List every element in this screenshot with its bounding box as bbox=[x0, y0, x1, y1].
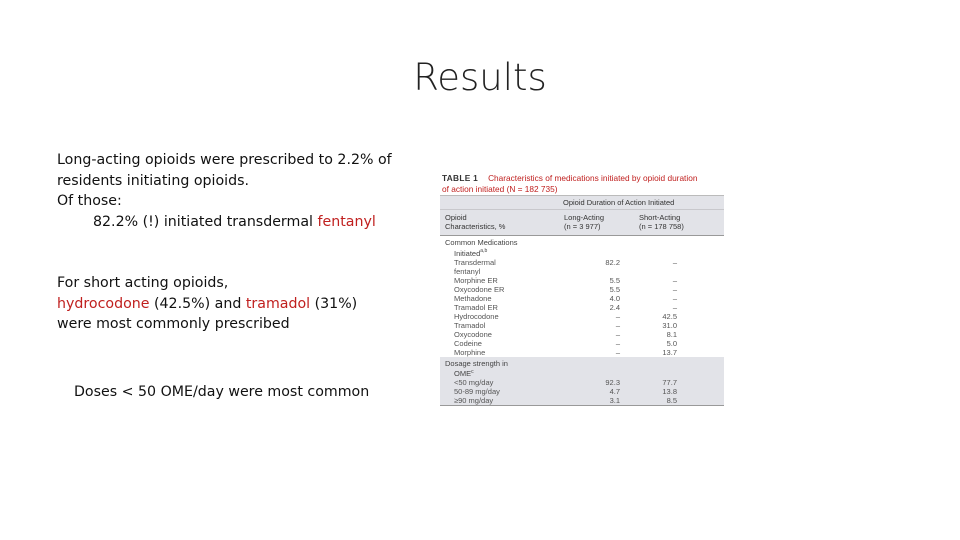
para1-line3: Of those: bbox=[57, 193, 122, 209]
long-acting-value: 4.7 bbox=[609, 387, 620, 396]
section-dosage-strength: Dosage strength in OME$^c$ bbox=[440, 357, 724, 379]
para2-line1: For short acting opioids, bbox=[57, 275, 229, 291]
table-row bbox=[440, 348, 724, 357]
tramadol-highlight: tramadol bbox=[245, 295, 311, 312]
para3: Doses < 50 OME/day were most common bbox=[74, 383, 370, 400]
table-row bbox=[440, 339, 724, 348]
row-label: ≥90 mg/day bbox=[454, 396, 494, 405]
para2-mid-text: (42.5%) and bbox=[149, 295, 246, 312]
table-group-header: Opioid Duration of Action Initiated bbox=[440, 195, 724, 209]
short-acting-value: – bbox=[672, 275, 677, 285]
table-caption-line1: Characteristics of medications initiated by opioid duration bbox=[488, 173, 698, 183]
long-acting-value: – bbox=[615, 329, 620, 339]
table-row bbox=[440, 312, 724, 321]
table-column-headers bbox=[440, 209, 724, 236]
table-row bbox=[440, 321, 724, 330]
row-label: Morphine bbox=[454, 347, 486, 357]
table-row bbox=[440, 303, 724, 312]
row-label: Morphine ER bbox=[454, 275, 498, 285]
hydrocodone-highlight: hydrocodone bbox=[57, 295, 150, 312]
row-label: Transdermal fentanyl bbox=[454, 257, 496, 276]
short-acting-value: 5.0 bbox=[666, 338, 677, 348]
para2-line2 bbox=[57, 294, 427, 315]
long-acting-value: – bbox=[615, 347, 620, 357]
table-row bbox=[440, 285, 724, 294]
table-caption-line2: of action initiated (N = 182 735) bbox=[442, 183, 558, 194]
table-row bbox=[440, 276, 724, 285]
row-label: Hydrocodone bbox=[454, 311, 499, 321]
row-label: Tramadol bbox=[454, 320, 486, 330]
long-acting-value: 3.1 bbox=[609, 396, 620, 405]
short-acting-value: 42.5 bbox=[662, 311, 677, 321]
section-common-medications: Common Medications Initiated$^{a,b}$ bbox=[445, 238, 518, 258]
para2-end-text: (31%) bbox=[310, 295, 358, 312]
short-acting-value: 13.8 bbox=[662, 387, 677, 396]
short-acting-value: 8.5 bbox=[666, 396, 677, 405]
table-row bbox=[440, 294, 724, 303]
para1-line1: Long-acting opioids were prescribed to 2.2% of bbox=[57, 152, 392, 168]
long-acting-value: – bbox=[615, 320, 620, 330]
para1-line2: residents initiating opioids. bbox=[57, 172, 250, 189]
short-acting-value: – bbox=[672, 257, 677, 267]
short-acting-value: – bbox=[672, 284, 677, 294]
para2-line3: were most commonly prescribed bbox=[57, 316, 290, 332]
row-label: Methadone bbox=[454, 293, 492, 303]
fentanyl-highlight: fentanyl bbox=[317, 213, 376, 230]
table-label: TABLE 1 bbox=[442, 173, 479, 183]
row-label: Codeine bbox=[454, 338, 482, 348]
short-acting-value: 8.1 bbox=[666, 329, 677, 339]
table-row bbox=[440, 396, 724, 405]
long-acting-value: 82.2 bbox=[605, 257, 620, 267]
col2-header: Long-Acting (n = 3 977) bbox=[564, 213, 605, 231]
slide-body bbox=[57, 150, 427, 402]
row-label: 50-89 mg/day bbox=[454, 387, 500, 396]
table-row bbox=[440, 387, 724, 396]
long-acting-value: 2.4 bbox=[609, 302, 620, 312]
para1-line4-text: 82.2% (!) initiated transdermal bbox=[93, 213, 318, 230]
short-acting-value: 77.7 bbox=[662, 378, 677, 387]
table-row bbox=[440, 378, 724, 387]
slide-title: Results bbox=[413, 56, 547, 99]
short-acting-value: – bbox=[672, 293, 677, 303]
row-label: Oxycodone ER bbox=[454, 284, 505, 294]
table-row bbox=[440, 258, 724, 276]
row-label: <50 mg/day bbox=[454, 378, 494, 387]
short-acting-value: – bbox=[672, 302, 677, 312]
row-label: Oxycodone bbox=[454, 329, 492, 339]
table-row bbox=[440, 330, 724, 339]
table-caption bbox=[440, 165, 724, 195]
long-acting-value: 5.5 bbox=[609, 284, 620, 294]
para1-line4 bbox=[57, 212, 427, 233]
short-acting-value: 31.0 bbox=[662, 320, 677, 330]
long-acting-value: 5.5 bbox=[609, 275, 620, 285]
medication-rows bbox=[440, 258, 724, 357]
long-acting-value: 92.3 bbox=[605, 378, 620, 387]
table-figure bbox=[440, 165, 724, 474]
long-acting-value: 4.0 bbox=[609, 293, 620, 303]
long-acting-value: – bbox=[615, 311, 620, 321]
row-label: Tramadol ER bbox=[454, 302, 498, 312]
col3-header: Short-Acting (n = 178 758) bbox=[639, 213, 684, 231]
dosage-rows bbox=[440, 378, 724, 405]
long-acting-value: – bbox=[615, 338, 620, 348]
short-acting-value: 13.7 bbox=[662, 347, 677, 357]
col1-header: Opioid Characteristics, % bbox=[445, 213, 506, 231]
